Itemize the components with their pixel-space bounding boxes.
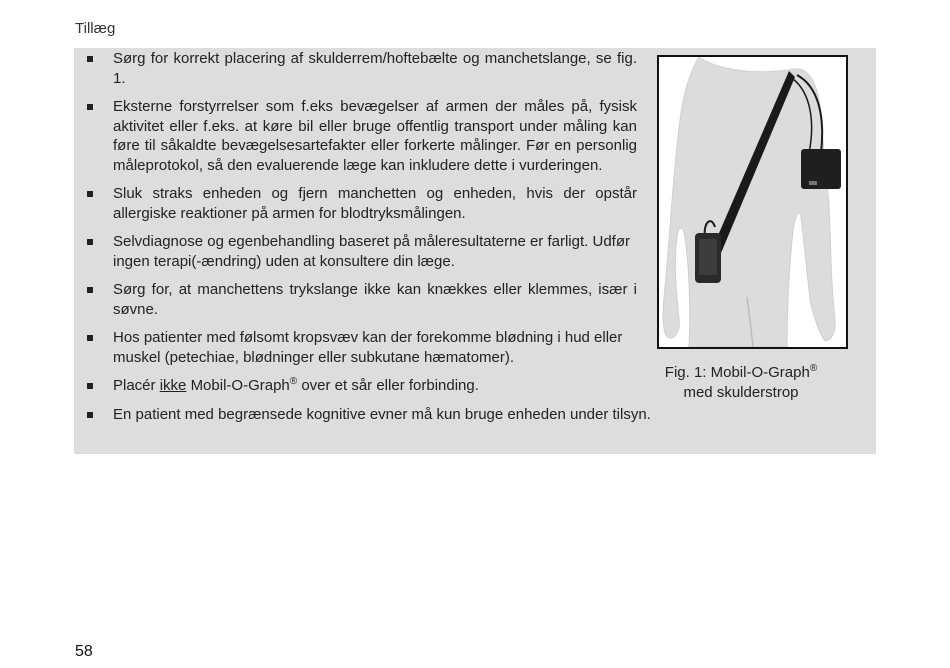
bullet-square-icon [87, 335, 93, 341]
device-pouch-panel [699, 239, 717, 275]
list-item [85, 280, 637, 319]
list-item [85, 376, 637, 396]
bullet-list [85, 48, 651, 433]
bullet-square-icon [87, 287, 93, 293]
bullet-square-icon [87, 383, 93, 389]
trademark-symbol: ® [289, 376, 298, 387]
bullet-text: Selvdiagnose og egenbehandling baseret på måleresultaterne er farligt. Udfør ingen terapi(-ændring) uden at konsultere din læge. [113, 233, 630, 270]
bullet-text: En patient med begrænsede kognitive evner må kun bruge enheden under tilsyn. [113, 405, 651, 423]
cuff-label [809, 181, 817, 185]
product-name: Mobil-O-Graph [190, 377, 290, 394]
bullet-square-icon [87, 412, 93, 418]
list-item [85, 97, 637, 175]
bullet-text: Eksterne forstyrrelser som f.eks bevægelser af armen der måles på, fysisk aktivitet eller f.eks. at køre bil eller bruge offentlig transport under måling kan føre til såkaldte bevægelsesartefakter eller forkerte målinger. Før en personlig måleprotokol, så den evaluerende læge kan inkludere dette i vurderingen. [113, 98, 637, 174]
list-item [85, 184, 637, 223]
page-number: 58 [75, 643, 93, 660]
caption-line-1: Fig. 1: Mobil-O-Graph [664, 364, 810, 381]
figure-caption [641, 363, 841, 403]
bullet-square-icon [87, 239, 93, 245]
bullet-square-icon [87, 191, 93, 197]
bullet-square-icon [87, 56, 93, 62]
bullet-text-suffix: over et sår eller forbinding. [301, 377, 479, 394]
bullet-square-icon [87, 104, 93, 110]
figure-image [657, 55, 848, 349]
bullet-text: Hos patienter med følsomt kropsvæv kan der forekomme blødning i hud eller muskel (petechiae, blødninger eller subkutane hæmatomer). [113, 329, 623, 366]
list-item [85, 328, 637, 367]
shoulder-strap-illustration [659, 57, 846, 347]
bullet-text: Sluk straks enheden og fjern manchetten og enheden, hvis der opstår allergiske reaktioner på armen for blodtryksmålingen. [113, 185, 637, 222]
section-title: Tillæg [75, 20, 116, 37]
list-item [85, 405, 753, 425]
list-item [85, 232, 637, 271]
bullet-text-prefix: Placér [113, 377, 156, 394]
bullet-text-emphasis: ikke [159, 377, 187, 394]
bullet-text: Sørg for korrekt placering af skulderrem/hoftebælte og manchetslange, se fig. 1. [113, 50, 637, 87]
caption-line-2: med skulderstrop [683, 384, 799, 401]
caption-trademark: ® [809, 363, 818, 374]
blood-pressure-cuff [801, 149, 841, 189]
bullet-text: Sørg for, at manchettens trykslange ikke kan knækkes eller klemmes, især i søvne. [113, 281, 637, 318]
list-item [85, 49, 637, 88]
